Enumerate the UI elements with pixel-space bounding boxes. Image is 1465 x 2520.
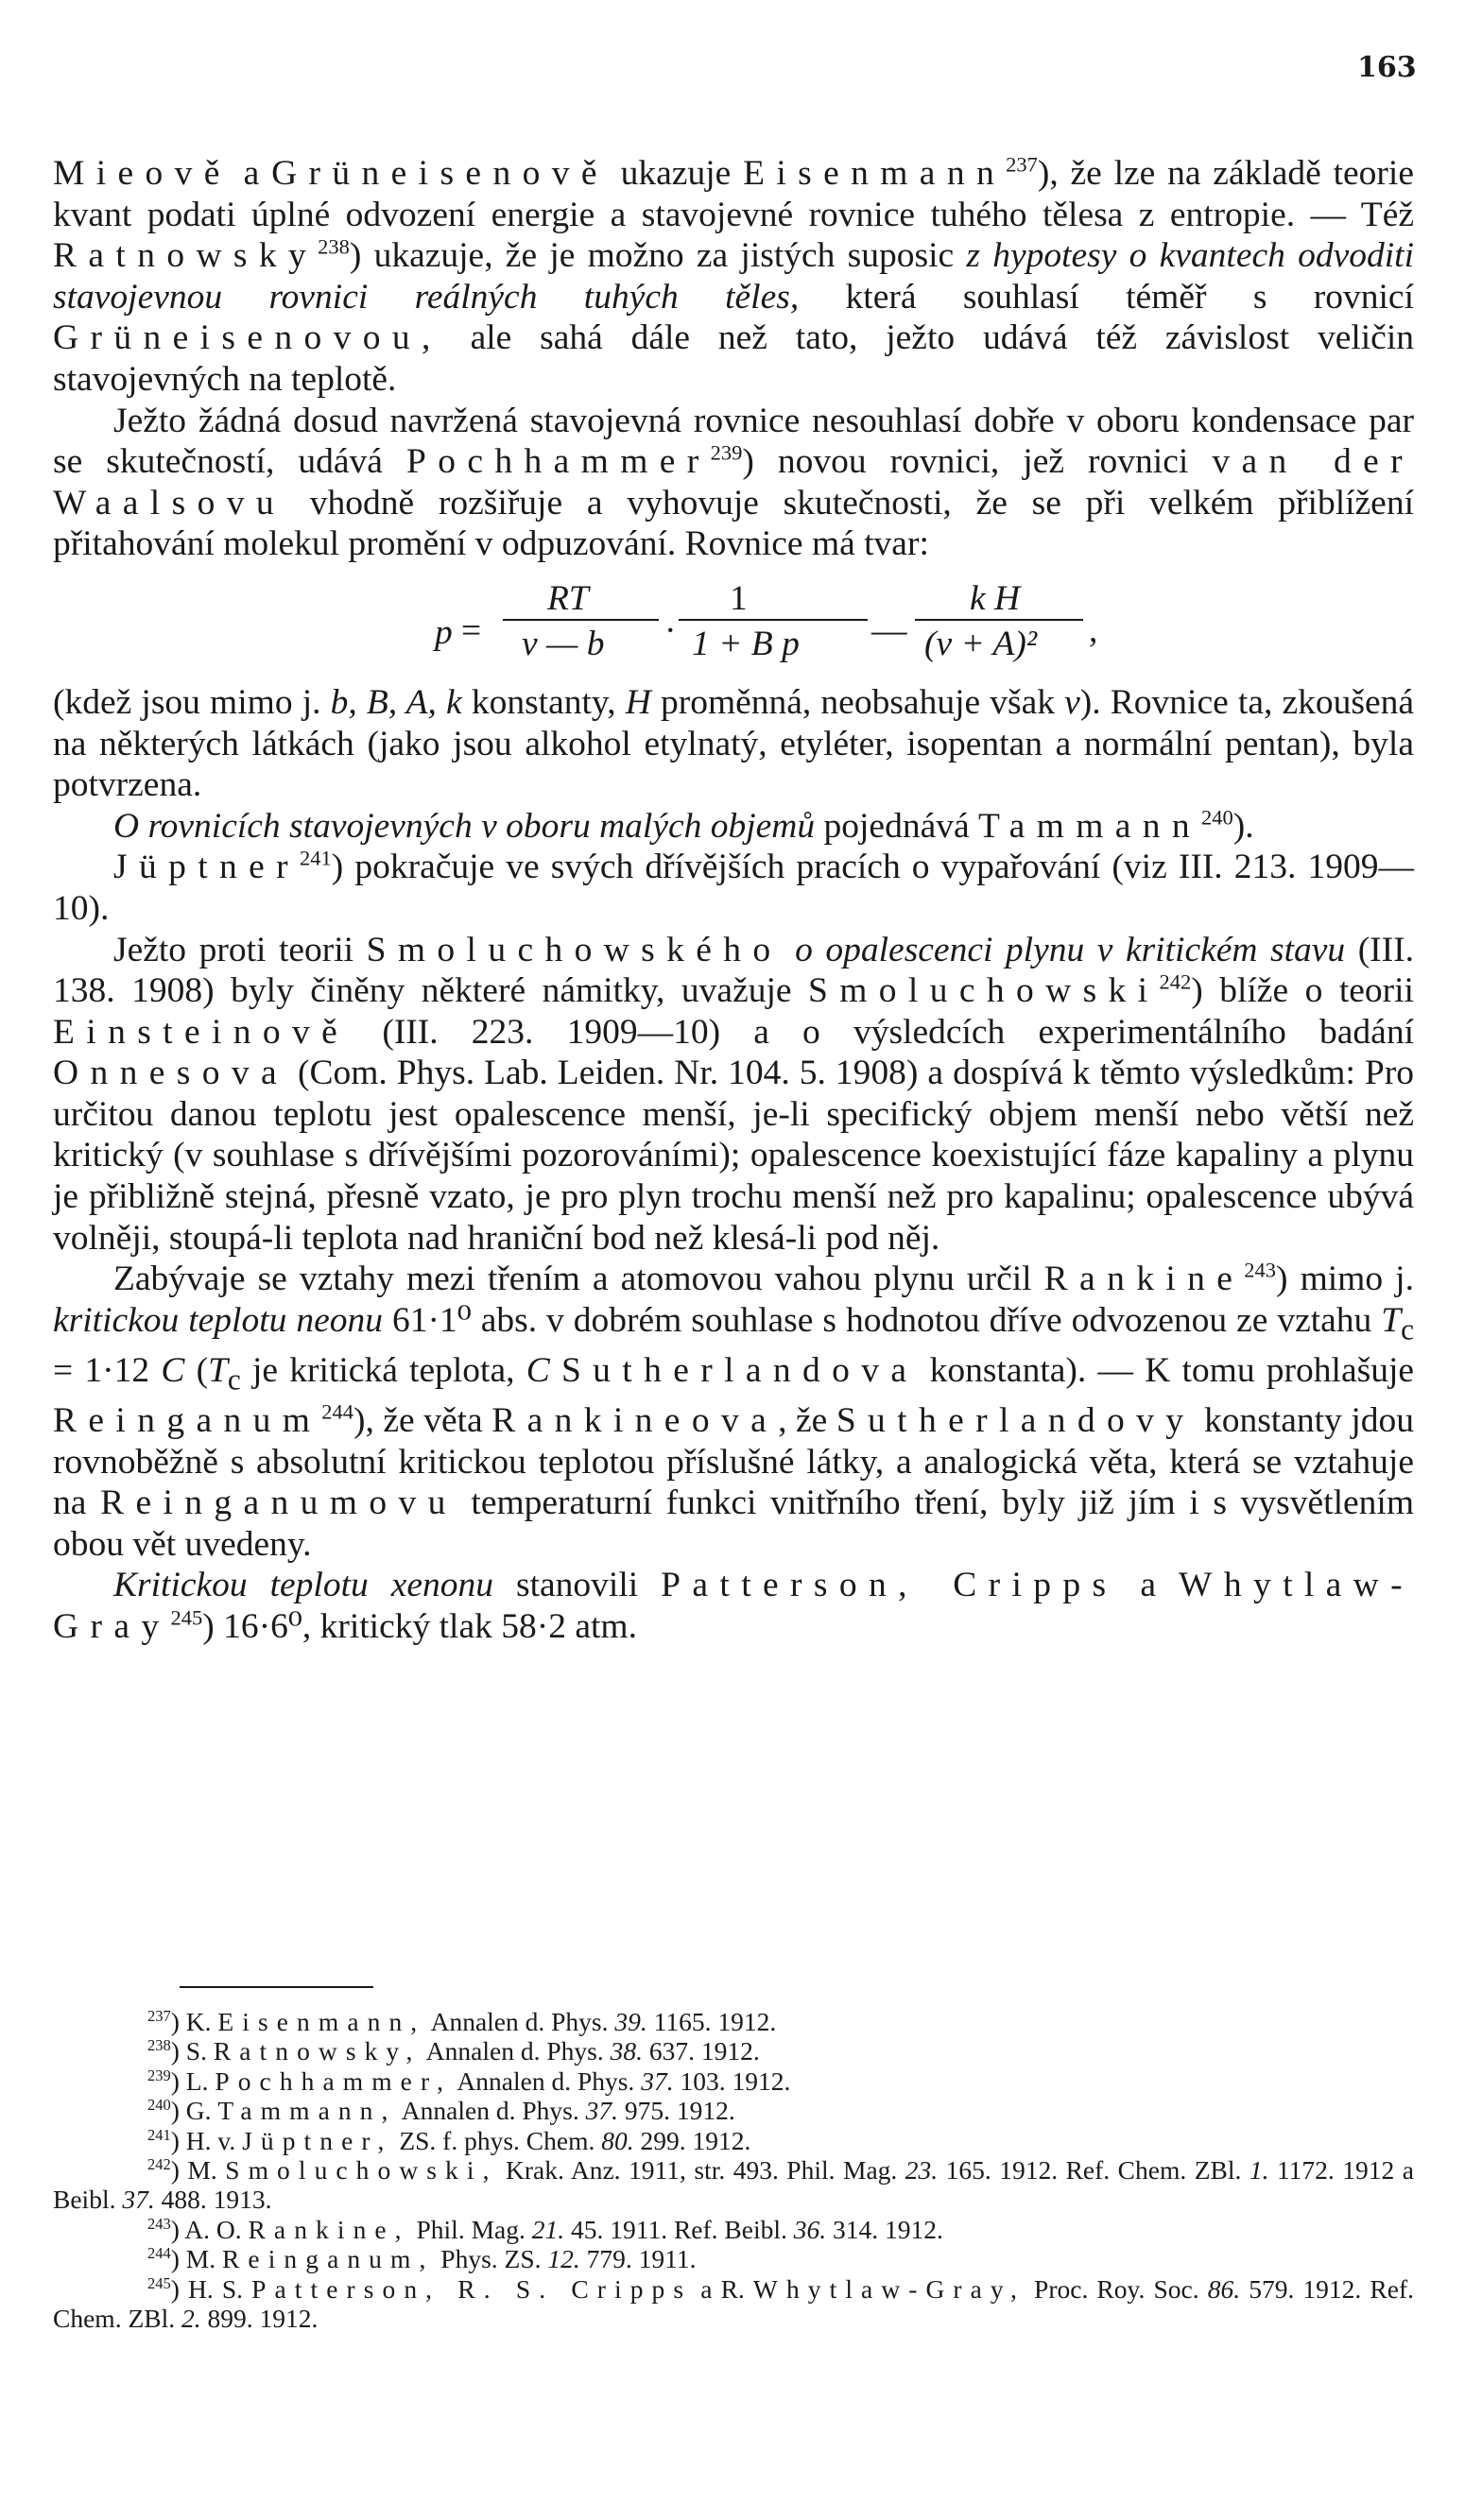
body-text — [53, 153, 1414, 1648]
footnote-ref: 244 — [321, 1399, 354, 1424]
footnote-ref: 242 — [1159, 969, 1192, 994]
footnote-238: $^{238}$) S. Ratnowsky, Annalen d. Phys. 38. 637. 1912. — [147, 2036, 760, 2066]
equation: p = RT v — b · 1 1 + B p — k H (v + A)² , — [435, 578, 1098, 663]
footnote-243: $^{243}$) A. O. Rankine, Phil. Mag. 21. 45. 1911. Ref. Beibl. 36. 314. 1912. — [147, 2214, 943, 2244]
paragraph-2: Ježto žádná dosud navržená stavojevná rovnice nesouhlasí dobře v oboru kondensace par se skutečností, udává Pochhammer$^{239}$) novou rovnici, jež rovnici van der Waalsovu vhodně rozšiřuje a vyhovuje skutečnosti, že se při velkém přiblížení přitahování molekul promění v odpuzování. Rovnice má tvar: — [53, 401, 1414, 564]
footnote-239: $^{239}$) L. Pochhammer, Annalen d. Phys. 37. 103. 1912. — [147, 2066, 791, 2096]
paragraph-7: Zabývaje se vztahy mezi třením a atomovou vahou plynu určil Rankine$^{243}$) mimo j. kritickou teplotu neonu 61·1⁰ abs. v dobrém souhlase s hodnotou dříve odvozenou ze vztahu $T_c = 1\cdot 12$ C ($T_c$ je kritická teplota, C Sutherlandova konstanta). — K tomu prohlašuje Reinganum$^{244}$), že věta Rankineova, že Sutherlandovy konstanty jdou rovnoběžně s absolutní kritickou teplotou příslušné látky, a analogická věta, která se vztahuje na Reinganumovu temperaturní funkci vnitřního tření, byly již jím i s vysvětlením obou vět uvedeny. — [53, 1258, 1415, 1564]
paragraph-4: O rovnicích stavojevných v oboru malých objemů pojednává Tammann$^{240}$). — [113, 805, 1254, 846]
footnote-ref: 240 — [1201, 805, 1233, 830]
footnote-241: $^{241}$) H. v. Jüptner, ZS. f. phys. Chem. 80. 299. 1912. — [147, 2125, 751, 2155]
paragraph-8: Kritickou teplotu xenonu stanovili Patterson, Cripps a Whytlaw-Gray$^{245}$) 16·6⁰, kritický tlak 58·2 atm. — [53, 1566, 1414, 1646]
footnote-divider — [180, 1986, 373, 1988]
paragraph-3: (kdež jsou mimo j. b, B, A, k konstanty, H proměnná, neobsahuje však v). Rovnice ta, zkoušená na některých látkách (jako jsou alkohol etylnatý, etyléter, isopentan a normální pentan), byla potvrzena. — [53, 682, 1415, 805]
footnote-ref: 239 — [710, 440, 743, 465]
footnote-244: $^{244}$) M. Reinganum, Phys. ZS. 12. 779. 1911. — [147, 2244, 697, 2274]
footnote-ref: 237 — [1006, 152, 1038, 177]
page-number: 163 — [1357, 51, 1417, 84]
footnotes — [53, 2007, 1414, 2333]
paragraph-1: Mieově a Grüneisenově ukazuje Eisenmann$^{237}$), že lze na základě teorie kvant podati úplné odvození energie a stavojevné rovnice tuhého tělesa z entropie. — Též Ratnowsky$^{238}$) ukazuje, že je možno za jistých suposic z hypotesy o kvantech odvoditi stavojevnou rovnici reálných tuhých těles, která souhlasí téměř s rovnicí Grüneisenovou, ale sahá dále než tato, ježto udává též závislost veličin stavojevných na teplotě. — [53, 152, 1414, 399]
footnote-245: $^{245}$) H. S. Patterson, R. S. Cripps a R. Whytlaw-Gray, Proc. Roy. Soc. 86. 579. 1912. Ref. Chem. ZBl. 2. 899. 1912. — [53, 2273, 1414, 2334]
paragraph-6: Ježto proti teorii Smoluchowského o opalescenci plynu v kritickém stavu (III. 138. 1908) byly činěny některé námitky, uvažuje Smoluchowski$^{242}$) blíže o teorii Einsteinově (III. 223. 1909—10) a o výsledcích experimentálního badání Onnesova (Com. Phys. Lab. Leiden. Nr. 104. 5. 1908) a dospívá k těmto výsledkům: Pro určitou danou teplotu jest opalescence menší, je-li specifický objem menší nebo větší než kritický (v souhlase s dřívějšími pozorováními); opalescence koexistující fáze kapaliny a plynu je přibližně stejná, přesně vzato, je pro plyn trochu menší než pro kapalinu; opalescence ubývá volněji, stoupá-li teplota nad hraniční bod než klesá-li pod něj. — [53, 930, 1415, 1258]
footnote-ref: 243 — [1244, 1258, 1277, 1282]
footnote-ref: 245 — [170, 1605, 203, 1630]
fraction-bar — [503, 619, 659, 621]
footnote-ref: 238 — [318, 234, 350, 259]
footnote-237: $^{237}$) K. Eisenmann, Annalen d. Phys. 39. 1165. 1912. — [147, 2006, 777, 2036]
fraction-bar — [679, 619, 868, 621]
footnote-242: $^{242}$) M. Smoluchowski, Krak. Anz. 1911, str. 493. Phil. Mag. 23. 165. 1912. Ref. Chem. ZBl. 1. 1172. 1912 a Beibl. 37. 488. 1913. — [53, 2154, 1414, 2215]
paragraph-5: Jüptner$^{241}$) pokračuje ve svých dřívějších pracích o vypařování (viz III. 213. 1909—10). — [53, 846, 1414, 928]
footnote-240: $^{240}$) G. Tammann, Annalen d. Phys. 37. 975. 1912. — [147, 2096, 735, 2126]
fraction-bar — [915, 619, 1083, 621]
footnote-ref: 241 — [300, 846, 332, 870]
